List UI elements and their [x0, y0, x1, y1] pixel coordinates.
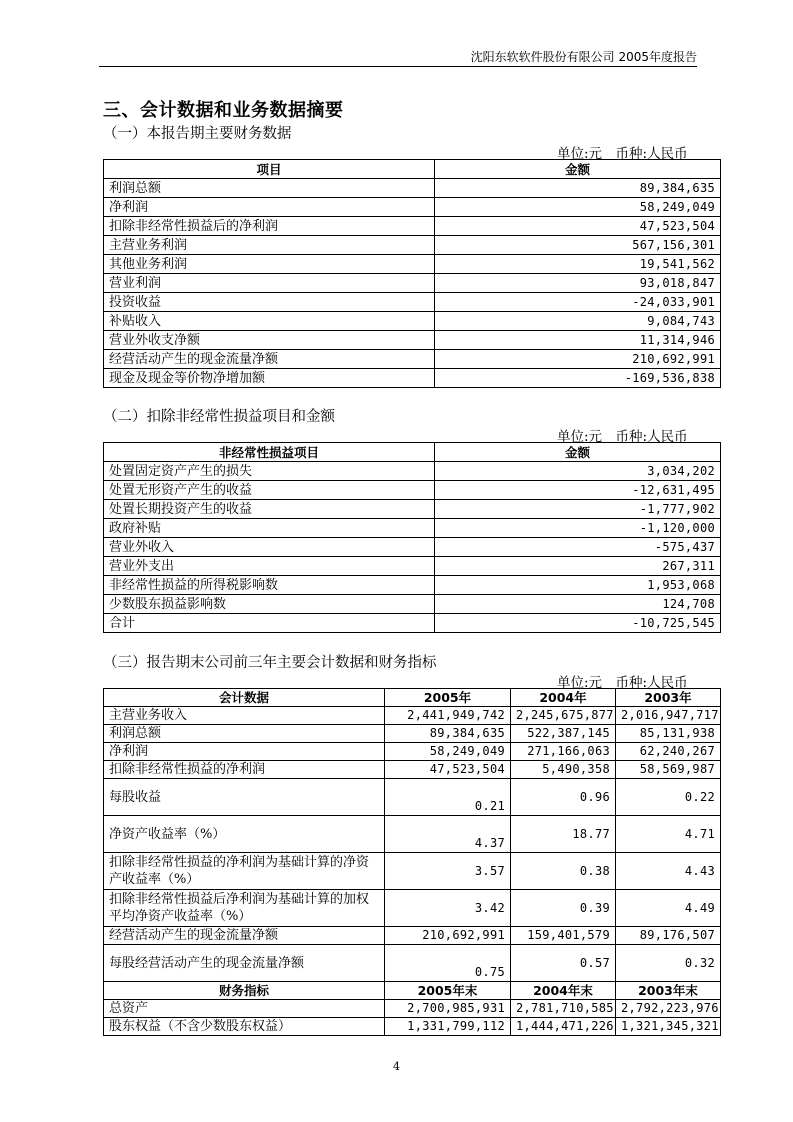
table-header-row	[104, 689, 721, 707]
table-row	[104, 761, 721, 779]
table-row	[104, 816, 721, 853]
table-row	[104, 1000, 721, 1018]
section2-title: （二）扣除非经常性损益项目和金额	[103, 409, 335, 425]
table-row	[104, 927, 721, 945]
table-row	[104, 274, 721, 293]
row-label: 主营业务利润	[104, 236, 435, 255]
row-amount: 124,708	[435, 595, 721, 614]
main-financial-table	[103, 159, 721, 388]
row-label: 利润总额	[104, 179, 435, 198]
indicator-header-row	[104, 982, 721, 1000]
report-header: 沈阳东软软件股份有限公司 2005年度报告	[470, 50, 697, 64]
row-amount: 267,311	[435, 557, 721, 576]
row-amount: 1,953,068	[435, 576, 721, 595]
column-header-item: 项目	[104, 160, 435, 179]
row-label: 每股经营活动产生的现金流量净额	[104, 945, 385, 982]
row-value-2004: 5,490,358	[511, 761, 616, 779]
column-header-end-2003: 2003年末	[616, 982, 721, 1000]
nonrecurring-items-table	[103, 442, 721, 633]
table-row	[104, 743, 721, 761]
row-value-2004: 0.39	[511, 890, 616, 927]
row-value-2003: 85,131,938	[616, 725, 721, 743]
row-value-2004: 18.77	[511, 816, 616, 853]
table-header-row	[104, 160, 721, 179]
row-value-2003: 2,016,947,717	[616, 707, 721, 725]
row-label: 政府补贴	[104, 519, 435, 538]
row-amount: 567,156,301	[435, 236, 721, 255]
table-row	[104, 500, 721, 519]
section3-title: （三）报告期末公司前三年主要会计数据和财务指标	[103, 655, 437, 671]
row-value-2004: 522,387,145	[511, 725, 616, 743]
row-amount: 93,018,847	[435, 274, 721, 293]
table-row	[104, 519, 721, 538]
row-label: 扣除非经常性损益的净利润	[104, 761, 385, 779]
row-label: 净利润	[104, 198, 435, 217]
row-value-2005: 89,384,635	[385, 725, 511, 743]
table-row	[104, 576, 721, 595]
row-label: 净利润	[104, 743, 385, 761]
table-row	[104, 236, 721, 255]
row-value-2003: 0.22	[616, 779, 721, 816]
row-value-2004: 2,245,675,877	[511, 707, 616, 725]
section3-unit: 单位:元 币种:人民币	[557, 675, 688, 691]
table-row	[104, 331, 721, 350]
row-value-2005: 2,700,985,931	[385, 1000, 511, 1018]
row-value-2004: 159,401,579	[511, 927, 616, 945]
row-amount: -12,631,495	[435, 481, 721, 500]
row-label: 投资收益	[104, 293, 435, 312]
table-row	[104, 890, 721, 927]
row-amount: -24,033,901	[435, 293, 721, 312]
row-amount: -1,777,902	[435, 500, 721, 519]
row-value-2003: 62,240,267	[616, 743, 721, 761]
row-amount: 58,249,049	[435, 198, 721, 217]
row-amount: -169,536,838	[435, 369, 721, 388]
table-row	[104, 462, 721, 481]
table-row	[104, 369, 721, 388]
row-value-2004: 1,444,471,226	[511, 1018, 616, 1036]
row-value-2005: 4.37	[385, 816, 511, 853]
column-header-amount: 金额	[435, 443, 721, 462]
row-value-2005: 0.75	[385, 945, 511, 982]
row-amount: -575,437	[435, 538, 721, 557]
row-value-2005: 210,692,991	[385, 927, 511, 945]
row-label: 少数股东损益影响数	[104, 595, 435, 614]
table-row	[104, 481, 721, 500]
row-value-2004: 0.38	[511, 853, 616, 890]
table-row	[104, 1018, 721, 1036]
row-amount: 47,523,504	[435, 217, 721, 236]
column-header-financial-indicators: 财务指标	[104, 982, 385, 1000]
row-label: 净资产收益率（%）	[104, 816, 385, 853]
three-year-data-table	[103, 688, 721, 1036]
row-value-2005: 3.57	[385, 853, 511, 890]
section1-unit: 单位:元 币种:人民币	[557, 146, 688, 162]
row-label: 营业外收支净额	[104, 331, 435, 350]
page-title: 三、会计数据和业务数据摘要	[103, 100, 344, 121]
table-row	[104, 595, 721, 614]
row-value-2003: 1,321,345,321	[616, 1018, 721, 1036]
row-amount: -1,120,000	[435, 519, 721, 538]
row-amount: 89,384,635	[435, 179, 721, 198]
column-header-2003: 2003年	[616, 689, 721, 707]
row-value-2005: 1,331,799,112	[385, 1018, 511, 1036]
table-row	[104, 538, 721, 557]
header-divider	[99, 66, 697, 67]
column-header-2005: 2005年	[385, 689, 511, 707]
table-row	[104, 255, 721, 274]
row-value-2005: 2,441,949,742	[385, 707, 511, 725]
row-label: 扣除非经常性损益后的净利润	[104, 217, 435, 236]
table-row	[104, 557, 721, 576]
row-value-2004: 0.57	[511, 945, 616, 982]
row-amount: -10,725,545	[435, 614, 721, 633]
table-row	[104, 312, 721, 331]
row-label: 扣除非经常性损益后净利润为基础计算的加权平均净资产收益率（%）	[104, 890, 385, 927]
row-value-2003: 58,569,987	[616, 761, 721, 779]
row-label: 非经常性损益的所得税影响数	[104, 576, 435, 595]
row-label: 利润总额	[104, 725, 385, 743]
column-header-item: 非经常性损益项目	[104, 443, 435, 462]
row-label: 营业外支出	[104, 557, 435, 576]
row-label: 营业利润	[104, 274, 435, 293]
table-row	[104, 350, 721, 369]
section1-title: （一）本报告期主要财务数据	[103, 126, 292, 142]
table-row	[104, 853, 721, 890]
table-row	[104, 725, 721, 743]
table-row	[104, 707, 721, 725]
row-value-2003: 2,792,223,976	[616, 1000, 721, 1018]
row-label: 主营业务收入	[104, 707, 385, 725]
table-row	[104, 779, 721, 816]
row-value-2003: 0.32	[616, 945, 721, 982]
row-value-2004: 0.96	[511, 779, 616, 816]
row-value-2004: 271,166,063	[511, 743, 616, 761]
row-amount: 19,541,562	[435, 255, 721, 274]
table-row	[104, 293, 721, 312]
row-value-2004: 2,781,710,585	[511, 1000, 616, 1018]
row-label: 处置长期投资产生的收益	[104, 500, 435, 519]
table-row	[104, 945, 721, 982]
row-label: 合计	[104, 614, 435, 633]
row-amount: 9,084,743	[435, 312, 721, 331]
row-label: 补贴收入	[104, 312, 435, 331]
table-row	[104, 198, 721, 217]
row-label: 营业外收入	[104, 538, 435, 557]
row-value-2003: 4.49	[616, 890, 721, 927]
row-label: 现金及现金等价物净增加额	[104, 369, 435, 388]
row-label: 经营活动产生的现金流量净额	[104, 350, 435, 369]
row-label: 其他业务利润	[104, 255, 435, 274]
row-label: 处置无形资产产生的收益	[104, 481, 435, 500]
row-value-2005: 58,249,049	[385, 743, 511, 761]
row-value-2005: 0.21	[385, 779, 511, 816]
row-value-2003: 4.43	[616, 853, 721, 890]
row-label: 总资产	[104, 1000, 385, 1018]
page-number: 4	[393, 1060, 400, 1073]
row-label: 处置固定资产产生的损失	[104, 462, 435, 481]
row-amount: 210,692,991	[435, 350, 721, 369]
row-label: 扣除非经常性损益的净利润为基础计算的净资产收益率（%）	[104, 853, 385, 890]
section2-unit: 单位:元 币种:人民币	[557, 429, 688, 445]
row-value-2005: 47,523,504	[385, 761, 511, 779]
column-header-accounting-data: 会计数据	[104, 689, 385, 707]
column-header-amount: 金额	[435, 160, 721, 179]
column-header-end-2005: 2005年末	[385, 982, 511, 1000]
column-header-2004: 2004年	[511, 689, 616, 707]
row-label: 每股收益	[104, 779, 385, 816]
row-amount: 3,034,202	[435, 462, 721, 481]
row-label: 经营活动产生的现金流量净额	[104, 927, 385, 945]
table-row	[104, 217, 721, 236]
row-amount: 11,314,946	[435, 331, 721, 350]
row-value-2003: 89,176,507	[616, 927, 721, 945]
column-header-end-2004: 2004年末	[511, 982, 616, 1000]
table-row	[104, 179, 721, 198]
row-value-2003: 4.71	[616, 816, 721, 853]
row-label: 股东权益（不含少数股东权益）	[104, 1018, 385, 1036]
table-header-row	[104, 443, 721, 462]
row-value-2005: 3.42	[385, 890, 511, 927]
table-row	[104, 614, 721, 633]
